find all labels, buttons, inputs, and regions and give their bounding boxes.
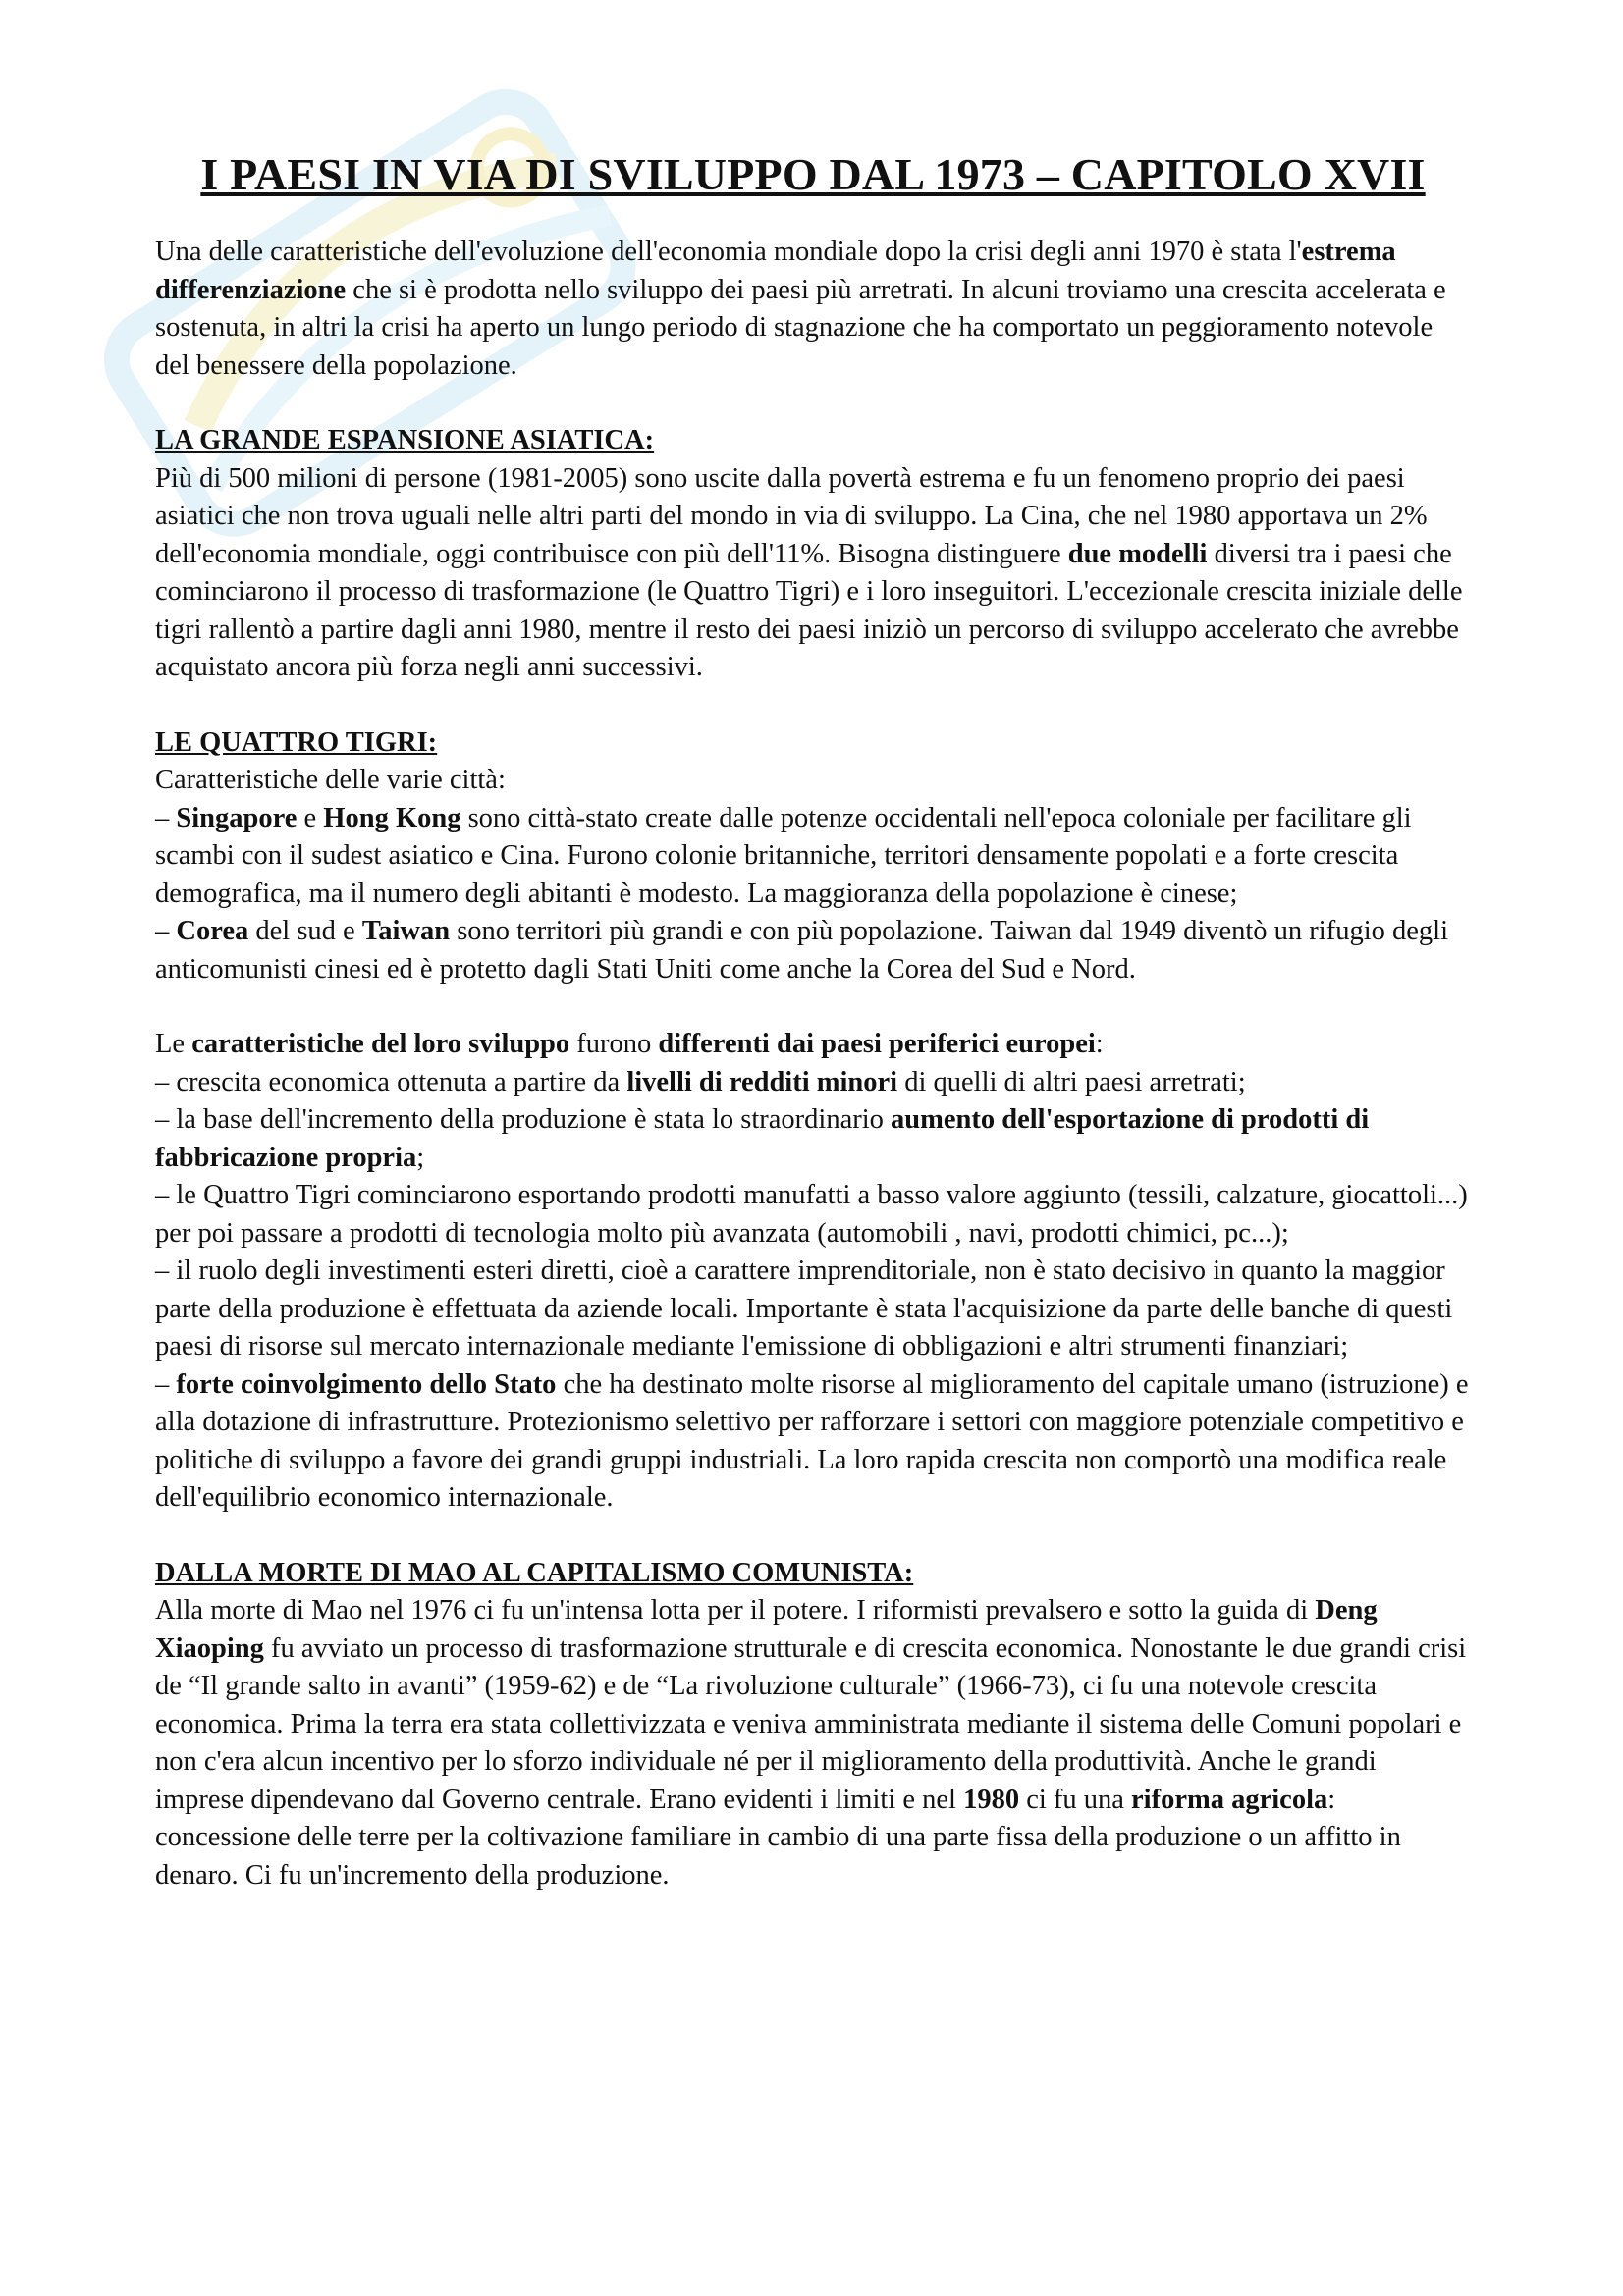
text-run: del sud e — [248, 916, 362, 946]
section-heading-espansione-asiatica: LA GRANDE ESPANSIONE ASIATICA: — [155, 425, 655, 455]
bold-term: Corea — [176, 916, 249, 946]
intro-paragraph — [155, 234, 1471, 385]
text-run: – — [155, 1368, 177, 1400]
text-run: Più di 500 milioni di persone (1981-2005) sono uscite dalla povertà estrema e fu un fenomeno proprio dei paesi asiatici che non trova uguali nelle altri parti del mondo in via di sviluppo. La Cina, che nel 1980 apportava un 2% dell'economia mondiale, oggi contribuisce con più dell'11%. Bisogna distinguere — [155, 462, 1428, 569]
section-heading-morte-di-mao: DALLA MORTE DI MAO AL CAPITALISMO COMUNISTA: — [155, 1557, 914, 1588]
bold-term: caratteristiche del loro sviluppo — [191, 1029, 570, 1059]
bold-term: Taiwan — [361, 916, 451, 946]
text-run: – crescita economica ottenuta a partire da — [155, 1066, 627, 1097]
text-run: che si è prodotta nello sviluppo dei paesi più arretrati. In alcuni troviamo una crescita accelerata e sostenuta, in altri la crisi ha aperto un lungo periodo di stagnazione che ha comportato un peggioramento notevole del benessere della popolazione. — [155, 274, 1446, 381]
list-item — [155, 1101, 1471, 1177]
bold-term: due modelli — [1067, 538, 1208, 569]
text-run: : — [1095, 1029, 1104, 1059]
section-paragraph-morte-di-mao — [155, 1592, 1471, 1895]
bold-term: livelli di redditi minori — [626, 1066, 898, 1097]
text-run: furono — [569, 1029, 659, 1059]
bold-term: estrema differenziazione — [155, 237, 1396, 305]
bold-term: aumento dell'esportazione di prodotti di fabbricazione propria — [155, 1104, 1370, 1173]
bold-term: riforma agricola — [1131, 1784, 1328, 1815]
list-item — [155, 913, 1471, 988]
list-item — [155, 1366, 1471, 1518]
bold-term: Deng Xiaoping — [155, 1595, 1378, 1664]
text-run: : concessione delle terre per la coltivazione familiare in cambio di una parte fissa della produzione o un affitto in denaro. Ci fu un'incremento della produzione. — [155, 1784, 1401, 1891]
text-run: ; — [416, 1142, 425, 1173]
text-run: Le — [155, 1029, 192, 1059]
page-title: I PAESI IN VIA DI SVILUPPO DAL 1973 – CAPITOLO XVII — [200, 149, 1426, 199]
section-heading-quattro-tigri: LE QUATTRO TIGRI: — [155, 726, 438, 758]
bold-term: differenti dai paesi periferici europei — [658, 1029, 1096, 1059]
bold-term: Hong Kong — [323, 802, 461, 833]
section-paragraph-espansione-asiatica — [155, 460, 1471, 687]
list-item — [155, 800, 1471, 914]
text-run: – — [155, 916, 177, 946]
section-intro-line: Caratteristiche delle varie città: — [155, 765, 506, 795]
text-run: sono territori più grandi e con più popolazione. Taiwan dal 1949 diventò un rifugio degli anticomunisti cinesi ed è protetto dagli Stati Uniti come anche la Corea del Sud e Nord. — [155, 916, 1448, 985]
development-lead-line — [155, 1026, 1471, 1064]
text-run: e — [297, 802, 324, 833]
text-run: – la base dell'incremento della produzione è stata lo straordinario — [155, 1104, 892, 1135]
text-run: – — [155, 802, 177, 833]
list-item: – il ruolo degli investimenti esteri diretti, cioè a carattere imprenditoriale, non è stato decisivo in quanto la maggior parte della produzione è effettuata da aziende locali. Importante è stata l'acquisizione da parte delle banche di questi paesi di risorse sul mercato internazionale mediante l'emissione di obbligazioni e altri strumenti finanziari; — [155, 1255, 1453, 1362]
text-run: Una delle caratteristiche dell'evoluzione dell'economia mondiale dopo la crisi degli anni 1970 è stata l' — [155, 237, 1302, 267]
text-run: di quelli di altri paesi arretrati; — [897, 1066, 1246, 1097]
text-run: ci fu una — [1019, 1784, 1132, 1815]
document-page — [155, 147, 1471, 1895]
bold-term: 1980 — [963, 1784, 1020, 1815]
bold-term: forte coinvolgimento dello Stato — [176, 1368, 557, 1400]
text-run: Alla morte di Mao nel 1976 ci fu un'intensa lotta per il potere. I riformisti prevalsero e sotto la guida di — [155, 1595, 1316, 1626]
bold-term: Singapore — [176, 802, 298, 833]
text-run: diversi tra i paesi che cominciarono il processo di trasformazione (le Quattro Tigri) e i loro inseguitori. L'eccezionale crescita iniziale delle tigri rallentò a partire dagli anni 1980, mentre il resto dei paesi iniziò un percorso di sviluppo accelerato che avrebbe acquistato ancora più forza negli anni successivi. — [155, 538, 1463, 682]
text-run: che ha destinato molte risorse al miglioramento del capitale umano (istruzione) e alla dotazione di infrastrutture. Protezionismo selettivo per rafforzare i settori con maggiore potenziale competitivo e politiche di sviluppo a favore dei grandi gruppi industriali. La loro rapida crescita non comportò una modifica reale dell'equilibrio economico internazionale. — [155, 1368, 1469, 1513]
list-item — [155, 1064, 1471, 1102]
text-run: sono città-stato create dalle potenze occidentali nell'epoca coloniale per facilitare gli scambi con il sudest asiatico e Cina. Furono colonie britanniche, territori densamente popolati e a forte crescita demografica, ma il numero degli abitanti è modesto. La maggioranza della popolazione è cinese; — [155, 802, 1412, 909]
list-item: – le Quattro Tigri cominciarono esportando prodotti manufatti a basso valore aggiunto (tessili, calzature, giocattoli...) per poi passare a prodotti di tecnologia molto più avanzata (automobili , navi, prodotti chimici, pc...); — [155, 1180, 1468, 1249]
text-run: fu avviato un processo di trasformazione strutturale e di crescita economica. Nonostante le due grandi crisi de “Il grande salto in avanti” (1959-62) e de “La rivoluzione culturale” (1966-73), ci fu una notevole crescita economica. Prima la terra era stata collettivizzata e veniva amministrata mediante il sistema delle Comuni popolari e non c'era alcun incentivo per lo sforzo individuale né per il miglioramento della produttività. Anche le grandi imprese dipendevano dal Governo centrale. Erano evidenti i limiti e nel — [155, 1632, 1467, 1815]
